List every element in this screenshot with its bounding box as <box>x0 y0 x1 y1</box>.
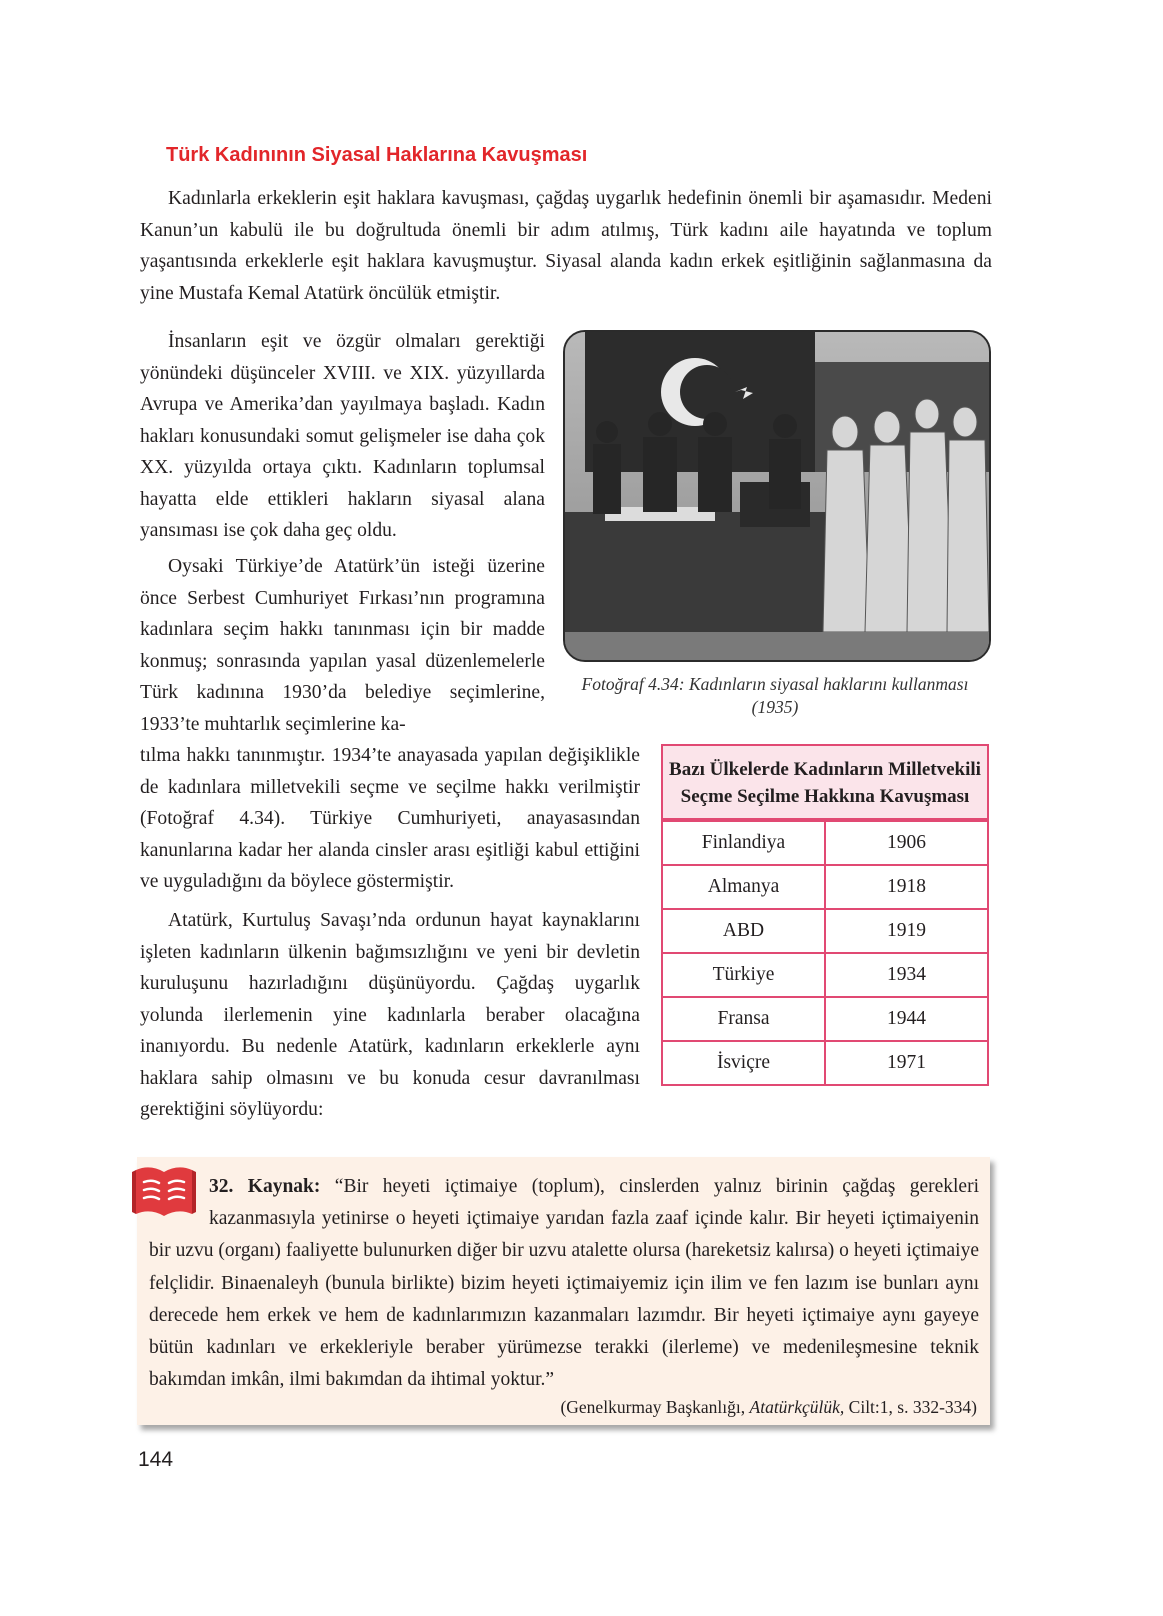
country-cell: İsviçre <box>663 1042 826 1084</box>
year-cell: 1934 <box>887 964 926 985</box>
country-cell: Finlandiya <box>663 822 826 864</box>
source-reference: (Genelkurmay Başkanlığı, Atatürkçülük, Cilt:1, s. 332-334) <box>560 1397 977 1417</box>
country-cell: Türkiye <box>663 954 826 996</box>
year-cell: 1919 <box>887 920 926 941</box>
table-row <box>663 996 987 1040</box>
voting-scene-illustration <box>565 332 989 660</box>
historical-photo <box>563 330 991 662</box>
table-row <box>663 952 987 996</box>
section-heading: Türk Kadınının Siyasal Haklarına Kavuşması <box>166 144 588 166</box>
photo-caption: Fotoğraf 4.34: Kadınların siyasal haklarını kullanması (1935) <box>581 674 969 717</box>
source-label: 32. Kaynak: <box>209 1176 321 1197</box>
year-cell: 1944 <box>887 1008 926 1029</box>
intro-paragraph: Kadınlarla erkeklerin eşit haklara kavuşması, çağdaş uygarlık hedefinin önemli bir aşamasıdır. Medeni Kanun’un kabulü ile bu doğrultuda önemli bir adım atılmış, Türk kadını aile hayatında ve toplum yaşantısında erkeklerle eşit haklara kavuşmuştur. Siyasal alanda kadın erkek eşitliğinin sağlanmasına da yine Mustafa Kemal Atatürk öncülük etmiştir. <box>140 188 992 304</box>
source-quote: “Bir heyeti içtimaiye (toplum), cinslerden yalnız birinin çağdaş gerekleri kazanmasıyla yetinirse o heyeti içtimaiye yarıdan fazla zaaf içinde kalır. Bir heyeti içtimaiyenin bir uzvu (organı) faaliyette bulunurken diğer bir uzvu atalette olursa (hareketsiz kalırsa) o heyeti içtimaiye felçlidir. Binaenaleyh (bunula birlikte) bizim heyeti içtimaiyemiz için ilim ve fen lazım ise bunları aynı derecede hem erkek ve hem de kadınlarımızın kazanmaları lazımdır. Bir heyeti içtimaiye aynı gayeye bütün kadınları ve erkekleriyle beraber yürümezse terakki (ilerleme) ve medenileşmesine teknik bakımdan imkân, ilmi bakımdan da ihtimal yoktur.” <box>149 1176 980 1391</box>
table-row <box>663 1040 987 1084</box>
source-quote-paragraph <box>149 1171 979 1396</box>
table-row <box>663 864 987 908</box>
year-cell: 1918 <box>887 876 926 897</box>
table-row <box>663 908 987 952</box>
paragraph-turkey-rights-part2: tılma hakkı tanınmıştır. 1934’te anayasada yapılan değişiklikle de kadınlara milletvekili seçme ve seçilme hakkı verilmiştir (Fotoğraf 4.34). Türkiye Cumhuriyeti, anayasasından kanunlarına kadar her alanda cinsler arası eşitliği kabul ettiğini ve uyguladığını da böylece göstermiştir. <box>140 745 640 892</box>
paragraph-turkey-rights-part1: Oysaki Türkiye’de Atatürk’ün isteği üzerine önce Serbest Cumhuriyet Fırkası’nın programına kadınlara seçim hakkı tanınması için bir madde konmuş; sonrasında yapılan yasal düzenlemelerle Türk kadınına 1930’da belediye seçimlerine, 1933’te muhtarlık seçimlerine ka- <box>140 556 545 735</box>
year-cell: 1971 <box>887 1052 926 1073</box>
table-row <box>663 820 987 864</box>
source-book-title: Atatürkçülük, <box>749 1397 845 1417</box>
country-cell: Almanya <box>663 866 826 908</box>
year-cell: 1906 <box>887 832 926 853</box>
table-title: Bazı Ülkelerde Kadınların Milletvekili Seçme Seçilme Hakkına Kavuşması <box>663 746 987 820</box>
paragraph-equality-ideas: İnsanların eşit ve özgür olmaları gerektiği yönündeki düşünceler XVIII. ve XIX. yüzyıllarda Avrupa ve Amerika’dan yayılmaya başladı. Kadın hakları konusundaki somut gelişmeler ise daha çok XX. yüzyılda ortaya çıktı. Kadınların toplumsal hayatta elde ettikleri hakların siyasal alana yansıması ise çok daha geç oldu. <box>140 331 545 541</box>
paragraph-ataturk-view: Atatürk, Kurtuluş Savaşı’nda ordunun hayat kaynaklarını işleten kadınların ülkenin bağımsızlığını ve yeni bir devletin kuruluşunu hazırladığını düşünüyordu. Çağdaş uygarlık yolunda ilerlemenin yine kadınlarla beraber olacağına inanıyordu. Bu nedenle Atatürk, kadınların erkeklerle aynı haklara sahip olmasını ve bu konuda cesur davranılması gerektiğini söylüyordu: <box>140 910 640 1120</box>
page-number: 144 <box>138 1448 174 1471</box>
suffrage-table <box>661 744 989 1086</box>
country-cell: Fransa <box>663 998 826 1040</box>
country-cell: ABD <box>663 910 826 952</box>
